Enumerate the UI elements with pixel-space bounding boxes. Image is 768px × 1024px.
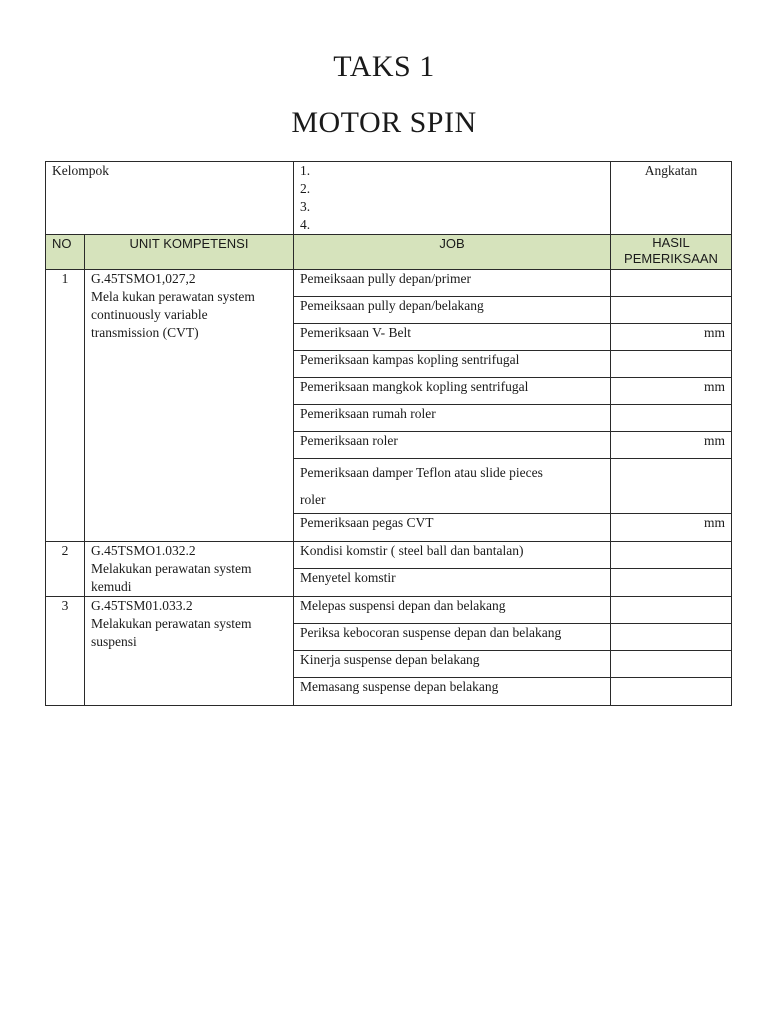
kelompok-cell[interactable]: [46, 162, 294, 235]
job-cell: Periksa kebocoran suspense depan dan belakang: [294, 624, 611, 651]
result-cell[interactable]: [611, 270, 732, 297]
header-unit: UNIT KOMPETENSI: [85, 235, 294, 270]
members-cell[interactable]: [294, 162, 611, 235]
header-hasil-line1: HASIL: [652, 235, 690, 250]
unit-no: 1: [46, 270, 85, 542]
unit-code: G.45TSMO1.032.2: [91, 543, 196, 558]
result-cell[interactable]: [611, 542, 732, 569]
job-cell: Pemeriksaan kampas kopling sentrifugal: [294, 351, 611, 378]
unit-desc-line: continuously variable: [91, 307, 208, 322]
result-cell[interactable]: mm: [611, 432, 732, 459]
result-cell[interactable]: [611, 297, 732, 324]
member-4: 4.: [300, 217, 311, 232]
header-row: [46, 235, 732, 270]
result-cell[interactable]: [611, 569, 732, 597]
result-cell[interactable]: [611, 459, 732, 514]
result-cell[interactable]: [611, 597, 732, 624]
unit-desc-line: Melakukan perawatan system: [91, 561, 252, 576]
result-cell[interactable]: [611, 651, 732, 678]
header-hasil: [611, 235, 732, 270]
job-cell: [294, 459, 611, 514]
unit-code: G.45TSMO1,027,2: [91, 271, 196, 286]
job-cell: Pemeiksaan pully depan/primer: [294, 270, 611, 297]
angkatan-label: Angkatan: [644, 163, 698, 178]
unit-no: 3: [46, 597, 85, 706]
page-subtitle: MOTOR SPIN: [291, 106, 477, 139]
job-cell: Kinerja suspense depan belakang: [294, 651, 611, 678]
result-cell[interactable]: [611, 678, 732, 706]
result-cell[interactable]: mm: [611, 324, 732, 351]
table-row: [46, 542, 732, 569]
result-cell[interactable]: [611, 405, 732, 432]
job-cell: Memasang suspense depan belakang: [294, 678, 611, 706]
angkatan-cell[interactable]: [611, 162, 732, 235]
member-1: 1.: [300, 163, 311, 178]
job-cell: Pemeriksaan roler: [294, 432, 611, 459]
table-row: [46, 597, 732, 624]
unit-desc-line: Melakukan perawatan system: [91, 616, 252, 631]
header-hasil-line2: PEMERIKSAAN: [624, 251, 718, 266]
result-cell[interactable]: mm: [611, 514, 732, 542]
job-cell: Melepas suspensi depan dan belakang: [294, 597, 611, 624]
job-text: Pemeriksaan damper Teflon atau slide pieces: [300, 465, 543, 480]
unit-desc-line: kemudi: [91, 579, 132, 594]
unit-competency: [85, 597, 294, 706]
kelompok-label: Kelompok: [52, 163, 109, 178]
job-cell: Pemeriksaan V- Belt: [294, 324, 611, 351]
result-cell[interactable]: mm: [611, 378, 732, 405]
unit-competency: [85, 270, 294, 542]
page-title: TAKS 1: [333, 50, 435, 83]
unit-no: 2: [46, 542, 85, 597]
member-2: 2.: [300, 181, 311, 196]
unit-code: G.45TSM01.033.2: [91, 598, 193, 613]
job-cell: Pemeriksaan rumah roler: [294, 405, 611, 432]
result-cell[interactable]: [611, 351, 732, 378]
job-cell: Pemeiksaan pully depan/belakang: [294, 297, 611, 324]
member-3: 3.: [300, 199, 311, 214]
job-text-cont: roler: [300, 492, 326, 507]
job-cell: Pemeriksaan pegas CVT: [294, 514, 611, 542]
result-cell[interactable]: [611, 624, 732, 651]
group-info-row: [46, 162, 732, 235]
unit-competency: [85, 542, 294, 597]
header-no: NO: [46, 235, 85, 270]
unit-desc-line: Mela kukan perawatan system: [91, 289, 255, 304]
inspection-table: [45, 161, 732, 706]
job-cell: Kondisi komstir ( steel ball dan bantalan): [294, 542, 611, 569]
job-cell: Pemeriksaan mangkok kopling sentrifugal: [294, 378, 611, 405]
unit-desc-line: transmission (CVT): [91, 325, 199, 340]
header-job: JOB: [294, 235, 611, 270]
table-row: [46, 270, 732, 297]
unit-desc-line: suspensi: [91, 634, 137, 649]
job-cell: Menyetel komstir: [294, 569, 611, 597]
